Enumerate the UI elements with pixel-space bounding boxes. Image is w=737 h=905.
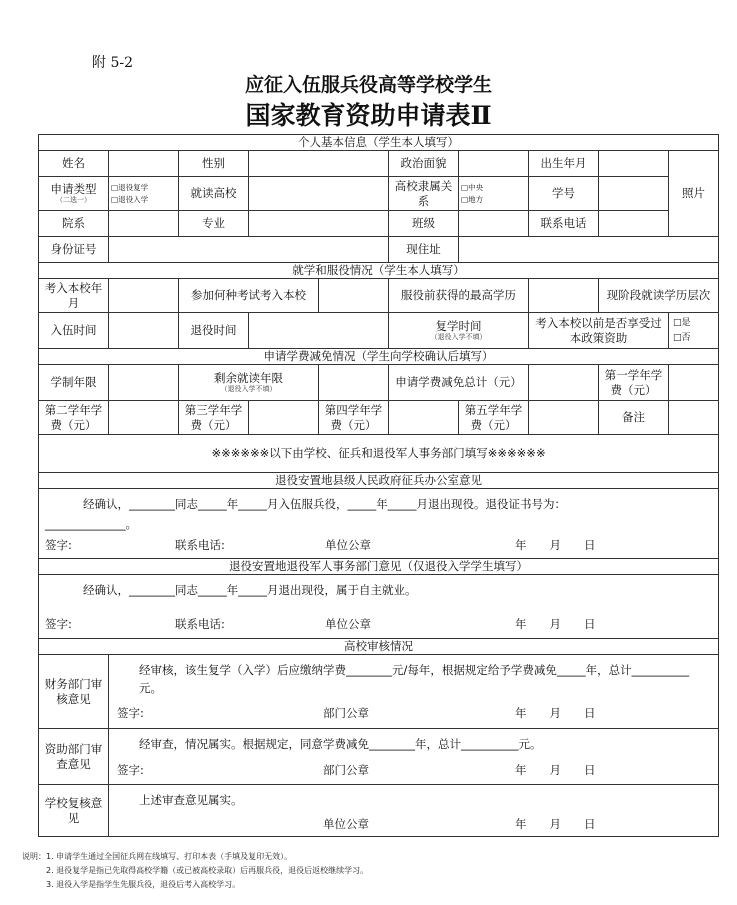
label-y5: 第五学年学费（元） xyxy=(459,401,529,435)
checkbox-enter[interactable]: □退役入学 xyxy=(111,194,149,204)
field-class[interactable] xyxy=(459,211,529,237)
field-y5[interactable] xyxy=(529,401,599,435)
recruit-sign: 签字: xyxy=(45,538,72,553)
finance-signature-line xyxy=(117,704,712,722)
aid-signature-line xyxy=(117,761,712,779)
field-y4[interactable] xyxy=(389,401,459,435)
field-address[interactable] xyxy=(459,237,719,263)
label-y2: 第二学年学费（元） xyxy=(39,401,109,435)
footnotes xyxy=(22,850,368,892)
label-y3: 第三学年学费（元） xyxy=(179,401,249,435)
school-seal: 单位公章 xyxy=(323,817,369,832)
label-phone: 联系电话 xyxy=(529,211,599,237)
annex-label: 附 5-2 xyxy=(92,55,133,71)
field-name[interactable] xyxy=(109,151,179,177)
field-remaining[interactable] xyxy=(319,365,389,401)
resume-date-text: 复学时间 xyxy=(435,318,482,333)
label-y1: 第一学年学费（元） xyxy=(599,365,669,401)
field-entry-date[interactable] xyxy=(109,279,179,313)
veteran-sign: 签字: xyxy=(45,616,72,631)
field-y1[interactable] xyxy=(669,365,719,401)
section-military: 就学和服役情况（学生本人填写） xyxy=(39,263,719,279)
label-politics: 政治面貌 xyxy=(389,151,459,177)
recruit-seal: 单位公章 xyxy=(325,538,371,553)
recruit-text-a: 经确认，________同志_____年_____月入伍服兵役，_____年_____月退出现役。退役证书号为： xyxy=(83,497,566,511)
label-name: 姓名 xyxy=(39,151,109,177)
school-label: 学校复核意见 xyxy=(39,785,109,837)
recruit-phone: 联系电话: xyxy=(175,538,225,553)
apply-type-text: 申请类型 xyxy=(50,181,97,196)
finance-sign: 签字: xyxy=(117,705,144,720)
label-resume-date xyxy=(389,313,529,349)
veteran-signature-line xyxy=(45,617,712,631)
finance-text: 经审核，该生复学（入学）后应缴纳学费________元/每年，根据规定给予学费减免_____年，总计__________元。 xyxy=(139,663,690,696)
veteran-text: 经确认，________同志_____年_____月退出现役，属于自主就业。 xyxy=(83,583,417,597)
label-affiliation: 高校隶属关系 xyxy=(389,177,459,211)
form-title-line2: 国家教育资助申请表Ⅱ xyxy=(245,101,492,130)
finance-date: 年 月 日 xyxy=(515,705,596,720)
note-3: 3. 退役入学是指学生先服兵役，退役后考入高校学习。 xyxy=(46,880,241,889)
field-phone[interactable] xyxy=(599,211,669,237)
finance-label: 财务部门审核意见 xyxy=(39,655,109,729)
recruit-date: 年 月 日 xyxy=(515,538,596,553)
application-form-table xyxy=(38,134,719,837)
school-opinion xyxy=(109,785,719,837)
label-highest-edu: 服役前获得的最高学历 xyxy=(389,279,529,313)
aid-sign: 签字: xyxy=(117,763,144,778)
finance-seal: 部门公章 xyxy=(323,705,369,720)
remaining-note: （退役入学不填） xyxy=(220,385,277,394)
label-discharge-date: 退役时间 xyxy=(179,313,249,349)
label-years: 学制年限 xyxy=(39,365,109,401)
field-politics[interactable] xyxy=(459,151,529,177)
checkbox-yes[interactable]: □是 xyxy=(673,318,691,329)
field-department[interactable] xyxy=(109,211,179,237)
field-student-id[interactable] xyxy=(599,177,669,211)
field-y3[interactable] xyxy=(249,401,319,435)
label-entry-date: 考入本校年月 xyxy=(39,279,109,313)
field-major[interactable] xyxy=(249,211,389,237)
field-birth[interactable] xyxy=(599,151,669,177)
apply-type-options xyxy=(109,177,179,211)
veteran-date: 年 月 日 xyxy=(515,616,596,631)
school-text: 上述审查意见属实。 xyxy=(139,793,243,807)
aid-seal: 部门公章 xyxy=(323,763,369,778)
field-id-number[interactable] xyxy=(109,237,389,263)
field-total[interactable] xyxy=(529,365,599,401)
label-remaining xyxy=(179,365,319,401)
section-fee: 申请学费减免情况（学生向学校确认后填写） xyxy=(39,349,719,365)
aid-opinion xyxy=(109,729,719,785)
label-y4: 第四学年学费（元） xyxy=(319,401,389,435)
field-exam-type[interactable] xyxy=(319,279,389,313)
field-remark[interactable] xyxy=(669,401,719,435)
field-school[interactable] xyxy=(249,177,389,211)
field-highest-edu[interactable] xyxy=(529,279,599,313)
apply-type-note: （二选一） xyxy=(56,196,91,205)
section-recruit-office: 退役安置地县级人民政府征兵办公室意见 xyxy=(39,473,719,489)
label-department: 院系 xyxy=(39,211,109,237)
policy-options xyxy=(669,313,719,349)
label-major: 专业 xyxy=(179,211,249,237)
aid-label: 资助部门审查意见 xyxy=(39,729,109,785)
field-years[interactable] xyxy=(109,365,179,401)
label-birth: 出生年月 xyxy=(529,151,599,177)
section-veteran-dept: 退役安置地退役军人事务部门意见（仅退役入学学生填写） xyxy=(39,559,719,575)
label-school: 就读高校 xyxy=(179,177,249,211)
label-gender: 性别 xyxy=(179,151,249,177)
checkbox-central[interactable]: □中央 xyxy=(461,183,484,193)
finance-opinion xyxy=(109,655,719,729)
label-address: 现住址 xyxy=(389,237,459,263)
recruit-office-opinion xyxy=(39,489,719,559)
remaining-text: 剩余就读年限 xyxy=(214,370,283,385)
field-enlist-date[interactable] xyxy=(109,313,179,349)
checkbox-no[interactable]: □否 xyxy=(673,332,691,343)
label-class: 班级 xyxy=(389,211,459,237)
field-discharge-date[interactable] xyxy=(249,313,389,349)
section-divider: ※※※※※※以下由学校、征兵和退役军人事务部门填写※※※※※※ xyxy=(39,435,719,473)
affiliation-options xyxy=(459,177,529,211)
school-date: 年 月 日 xyxy=(515,817,596,832)
photo-box: 照片 xyxy=(669,151,719,237)
section-school-review: 高校审核情况 xyxy=(39,639,719,655)
veteran-dept-opinion xyxy=(39,575,719,639)
note-2: 2. 退役复学是指已先取得高校学籍（或已被高校录取）后再服兵役，退役后返校继续学习。 xyxy=(46,866,369,875)
veteran-seal: 单位公章 xyxy=(325,616,371,631)
checkbox-resume[interactable]: □退役复学 xyxy=(111,183,149,193)
note-1: 说明：1. 申请学生通过全国征兵网在线填写、打印本表（手填及复印无效）。 xyxy=(22,852,293,861)
section-basic-info: 个人基本信息（学生本人填写） xyxy=(39,135,719,151)
label-exam-type: 参加何种考试考入本校 xyxy=(179,279,319,313)
aid-text: 经审查，情况属实。根据规定，同意学费减免________年，总计__________元。 xyxy=(139,737,542,751)
label-current-level: 现阶段就读学历层次 xyxy=(599,279,719,313)
label-enlist-date: 入伍时间 xyxy=(39,313,109,349)
field-gender[interactable] xyxy=(249,151,389,177)
label-remark: 备注 xyxy=(599,401,669,435)
school-signature-line xyxy=(117,815,712,833)
recruit-text-b: ______________。 xyxy=(45,516,137,531)
field-y2[interactable] xyxy=(109,401,179,435)
veteran-phone: 联系电话: xyxy=(175,616,225,631)
label-student-id: 学号 xyxy=(529,177,599,211)
form-title-line1: 应征入伍服兵役高等学校学生 xyxy=(244,74,492,96)
label-apply-type xyxy=(39,177,109,211)
recruit-signature-line xyxy=(45,538,712,552)
label-id-number: 身份证号 xyxy=(39,237,109,263)
label-total: 申请学费减免总计（元） xyxy=(389,365,529,401)
aid-date: 年 月 日 xyxy=(515,763,596,778)
resume-date-note: （退役入学不填） xyxy=(430,333,487,342)
label-policy-question: 考入本校以前是否享受过本政策资助 xyxy=(529,313,669,349)
checkbox-local[interactable]: □地方 xyxy=(461,194,484,204)
